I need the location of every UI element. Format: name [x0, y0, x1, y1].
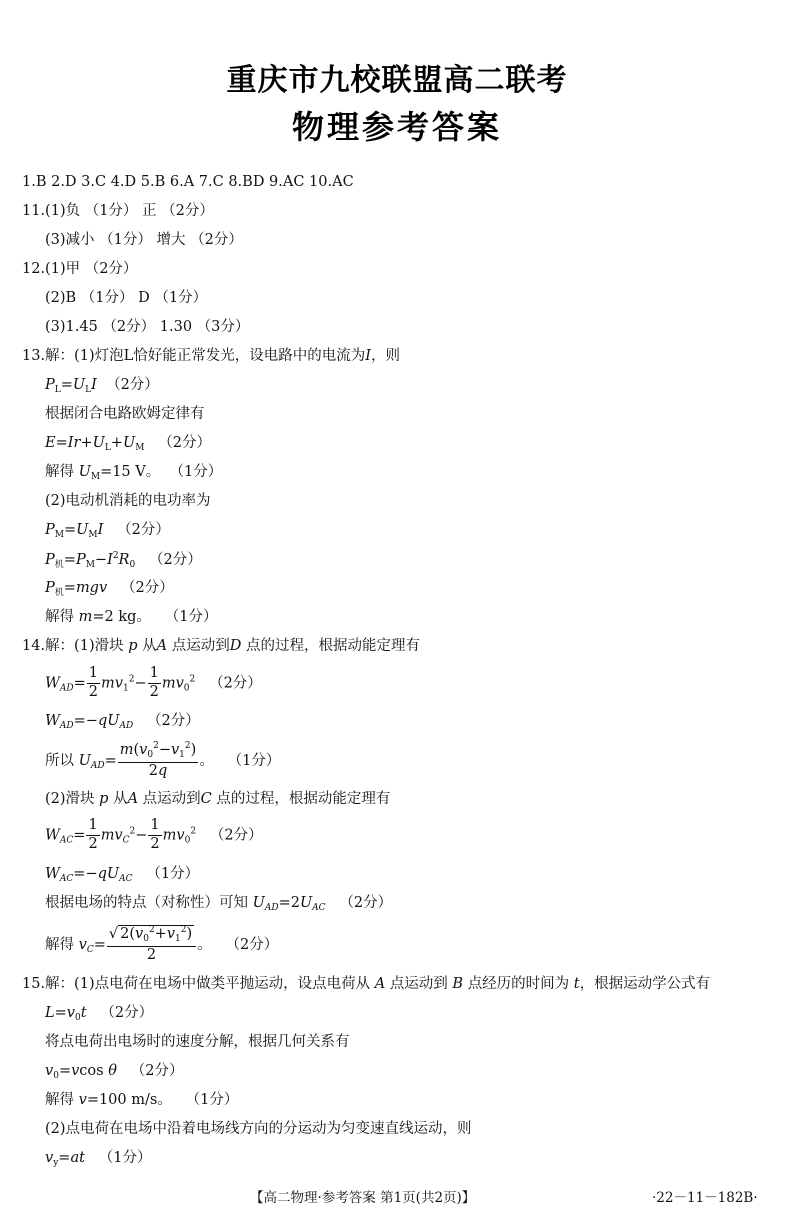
- page-title-line1: 重庆市九校联盟高二联考: [226, 63, 568, 98]
- footer-page-info: 【高二物理·参考答案 第1页(共2页)】: [250, 1190, 476, 1206]
- q12-line1: 12.(1)甲 （2分）: [22, 261, 138, 277]
- q12-line2: (2)B （1分） D （1分）: [45, 290, 208, 306]
- q15-eq2: $v_0=vcos$ θ （2分）: [45, 1063, 184, 1081]
- q13-eq3: $P_M=U_MI$ （2分）: [45, 522, 170, 540]
- q14-part2: (2)滑块 p 从A 点运动到C 点的过程，根据动能定理有: [45, 791, 391, 807]
- q13-part2: (2)电动机消耗的电功率为: [45, 493, 211, 509]
- q11-line2: (3)减小 （1分） 增大 （2分）: [45, 232, 243, 248]
- q15-part2: (2)点电荷在电场中沿着电场线方向的分运动为匀变速直线运动，则: [45, 1121, 472, 1137]
- q14-field: 根据电场的特点（对称性）可知 $U_{AD}=2U_{AC}$ （2分）: [45, 895, 393, 913]
- q14-eq5: $W_{AC}=-qU_{AC}$ （1分）: [45, 866, 200, 884]
- q15-decomp: 将点电荷出电场时的速度分解，根据几何关系有: [45, 1034, 350, 1050]
- q14-eq2: $W_{AD}=-qU_{AD}$ （2分）: [45, 713, 200, 731]
- q15-solve: 解得 v=100 m/s。 （1分）: [45, 1092, 239, 1108]
- q13-eq4: $P_机=P_M-I^2R_0$ （2分）: [45, 551, 202, 570]
- q13-law: 根据闭合电路欧姆定律有: [45, 406, 205, 422]
- choice-answers: 1.B 2.D 3.C 4.D 5.B 6.A 7.C 8.BD 9.AC 10.AC: [22, 174, 354, 190]
- q13-eq5: $P_机=mgv$ （2分）: [45, 580, 174, 598]
- q15-eq3: $v_y=at$ （1分）: [45, 1150, 152, 1168]
- q12-line3: (3)1.45 （2分） 1.30 （3分）: [45, 319, 250, 335]
- q13-head: 13.解：(1)灯泡L恰好能正常发光，设电路中的电流为I，则: [22, 348, 400, 364]
- q11-line1: 11.(1)负 （1分） 正 （2分）: [22, 203, 214, 219]
- q14-head: 14.解：(1)滑块 p 从A 点运动到D 点的过程，根据动能定理有: [22, 638, 420, 654]
- q15-eq1: $L=v_0t$ （2分）: [45, 1005, 154, 1023]
- footer-code: ·22－11－182B·: [652, 1190, 758, 1206]
- q13-eq2: $E=Ir+U_L+U_M$ （2分）: [45, 435, 211, 453]
- q13-solve2: 解得 m=2 kg。 （1分）: [45, 609, 218, 625]
- q13-solve1: 解得 $U_M=15$ V。 （1分）: [45, 464, 223, 482]
- q14-eq3: 所以 $U_{AD}=$ $\frac{m(v_0^2-v_1^2)}{2q}$ 。 （1分）: [45, 741, 281, 779]
- page-title-line2: 物理参考答案: [291, 108, 502, 146]
- q14-solve: 解得 $v_C=$ $\frac{√ 2(v_0^2+v_1^2)}{2}$ 。 （2分）: [45, 925, 279, 963]
- q14-eq4: $W_{AC}=$ $\frac{1}{2}$ $mv_C^2-$ $\frac{1}{2}$ $mv_0^2$ （2分）: [45, 817, 263, 852]
- q14-eq1: $W_{AD}=$ $\frac{1}{2}$ $mv_1^2-$ $\frac{1}{2}$ $mv_0^2$ （2分）: [45, 665, 262, 700]
- q15-head: 15.解：(1)点电荷在电场中做类平抛运动，设点电荷从 A 点运动到 B 点经历的时间为 t，根据运动学公式有: [22, 976, 711, 992]
- q13-eq1: $P_L=U_LI$ （2分）: [45, 377, 159, 395]
